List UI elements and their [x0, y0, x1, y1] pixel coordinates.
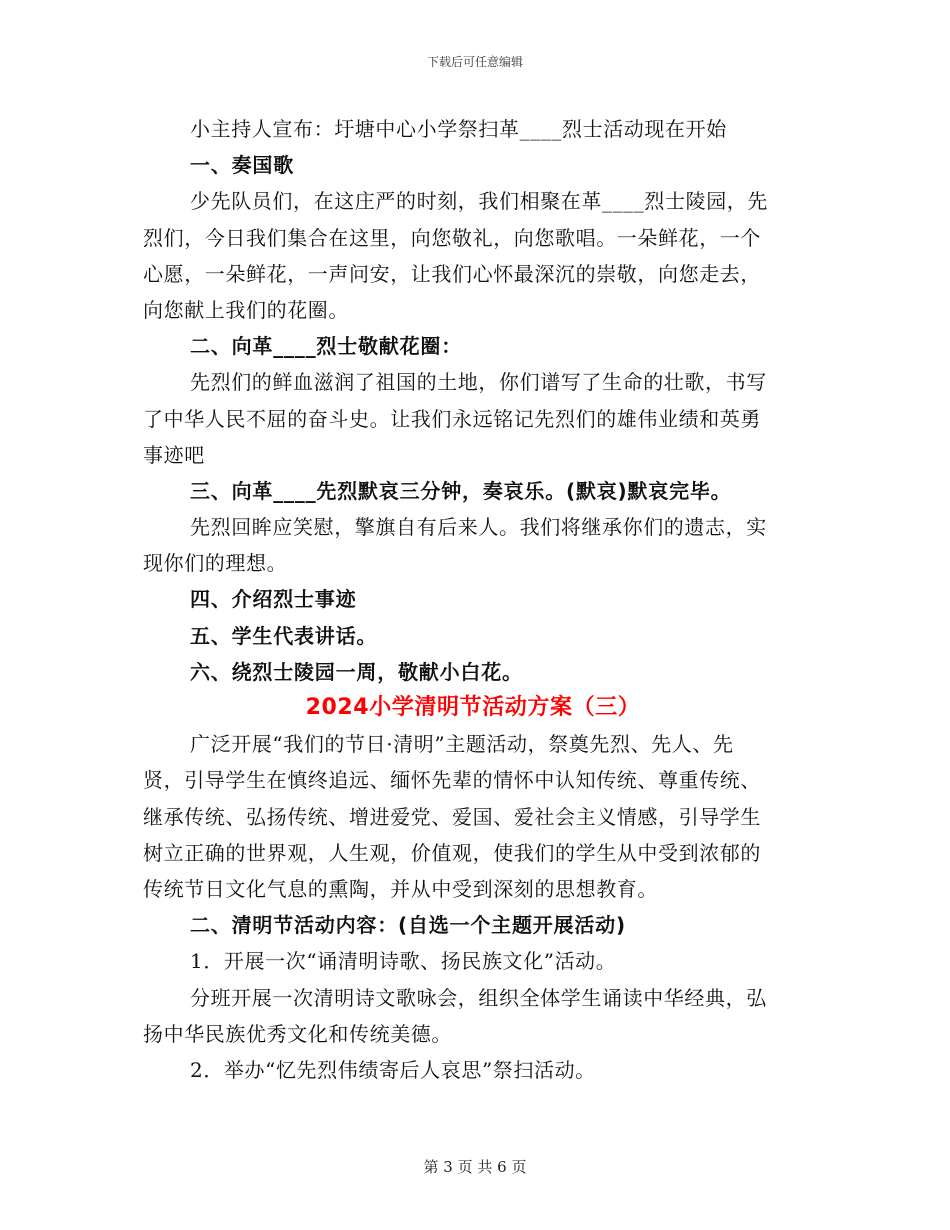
list-item: 1．开展一次“诵清明诗歌、扬民族文化”活动。 — [190, 949, 617, 974]
paragraph-line: 扬中华民族优秀文化和传统美德。 — [143, 1021, 452, 1046]
paragraph-line: 分班开展一次清明诗文歌咏会，组织全体学生诵读中华经典，弘 — [190, 985, 767, 1010]
section-heading: 二、清明节活动内容：(自选一个主题开展活动) — [190, 913, 626, 938]
paragraph-line: 先烈回眸应笑慰，擎旗自有后来人。我们将继承你们的遗志，实 — [190, 515, 767, 540]
list-item: 2．举办“忆先烈伟绩寄后人哀思”祭扫活动。 — [190, 1057, 596, 1082]
section-heading: 四、介绍烈士事迹 — [190, 587, 357, 612]
section-heading: 二、向革____烈士敬献花圈： — [190, 334, 462, 359]
paragraph-line: 向您献上我们的花圈。 — [143, 297, 349, 322]
paragraph-line: 心愿，一朵鲜花，一声问安，让我们心怀最深沉的崇敬，向您走去， — [143, 261, 761, 286]
page-header: 下载后可任意编辑 — [426, 55, 523, 69]
paragraph-line: 少先队员们，在这庄严的时刻，我们相聚在革____烈士陵园，先 — [190, 189, 768, 214]
section-heading: 三、向革____先烈默哀三分钟，奏哀乐。(默哀)默哀完毕。 — [190, 478, 732, 503]
paragraph-line: 烈们，今日我们集合在这里，向您敬礼，向您歌唱。一朵鲜花，一个 — [143, 225, 761, 250]
page-footer: 第 3 页 共 6 页 — [423, 1158, 527, 1176]
document-title: 2024小学清明节活动方案（三） — [305, 695, 641, 720]
paragraph-line: 传统节日文化气息的熏陶，并从中受到深刻的思想教育。 — [143, 876, 658, 901]
section-heading: 一、奏国歌 — [190, 153, 294, 178]
paragraph-line: 了中华人民不屈的奋斗史。让我们永远铭记先烈们的雄伟业绩和英勇 — [143, 406, 761, 431]
paragraph-line: 现你们的理想。 — [143, 551, 288, 576]
paragraph-line: 继承传统、弘扬传统、增进爱党、爱国、爱社会主义情感，引导学生 — [143, 804, 761, 829]
section-heading: 五、学生代表讲话。 — [190, 623, 378, 648]
paragraph-line: 广泛开展“我们的节日·清明”主题活动，祭奠先烈、先人、先 — [190, 732, 734, 757]
paragraph-line: 树立正确的世界观，人生观，价值观，使我们的学生从中受到浓郁的 — [143, 840, 761, 865]
paragraph-line: 小主持人宣布：圩塘中心小学祭扫革____烈士活动现在开始 — [190, 117, 727, 141]
document-body — [143, 111, 803, 1088]
paragraph-line: 贤，引导学生在慎终追远、缅怀先辈的情怀中认知传统、尊重传统、 — [143, 768, 761, 793]
paragraph-line: 事迹吧 — [143, 442, 205, 467]
section-heading: 六、绕烈士陵园一周，敬献小白花。 — [190, 659, 523, 684]
paragraph-line: 先烈们的鲜血滋润了祖国的土地，你们谱写了生命的壮歌，书写 — [190, 370, 767, 395]
